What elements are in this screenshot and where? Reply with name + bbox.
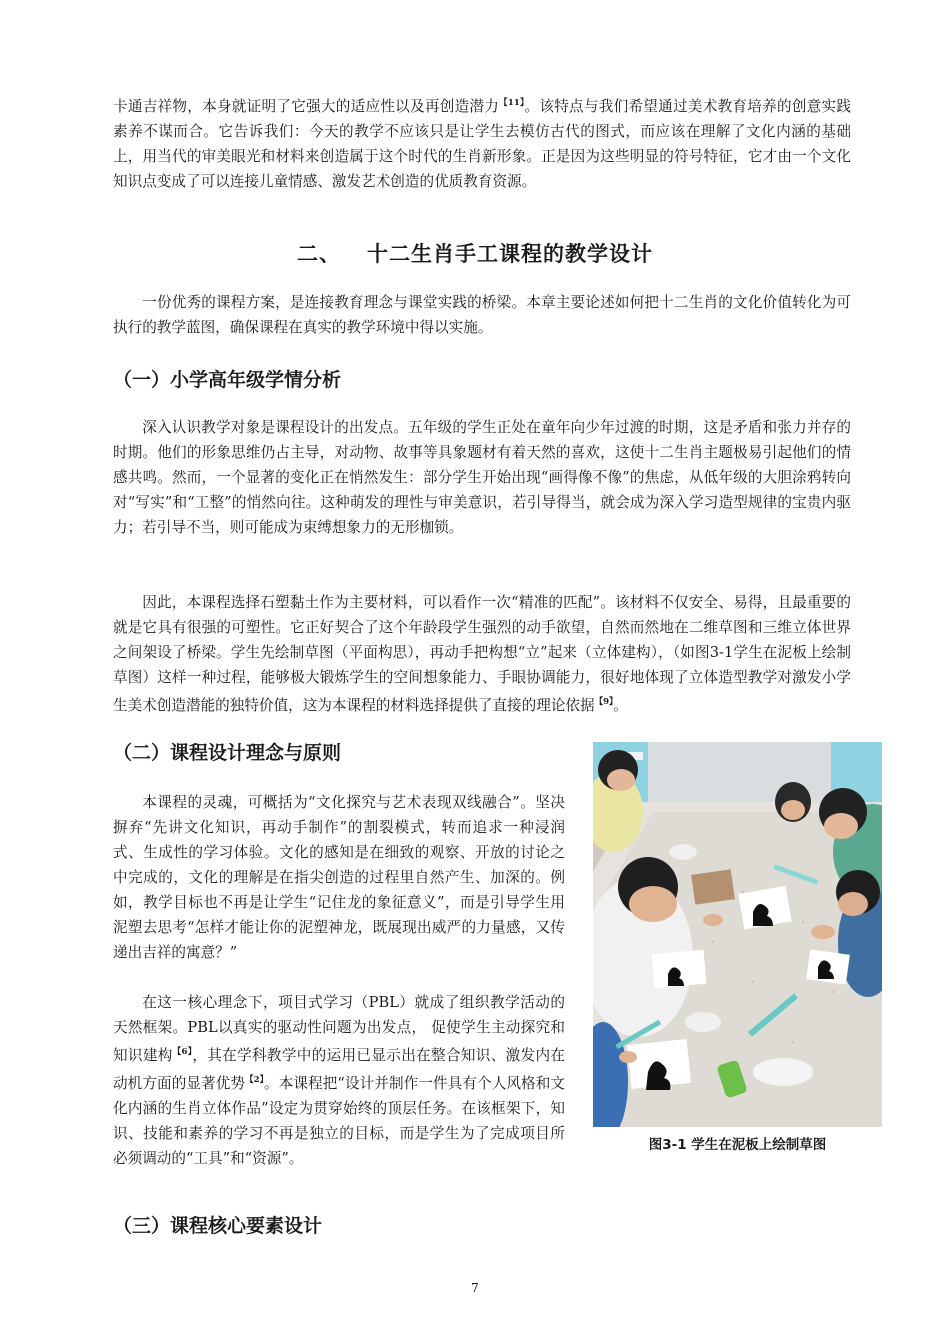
classroom-photo (593, 742, 882, 1127)
paragraph-zodiac-mascot: 卡通吉祥物，本身就证明了它强大的适应性以及再创造潜力$^{【11】}$。该特点与我们希望通过美术教育培养的创意实践素养不谋而合。它告诉我们：今天的教学不应该只是让学生去模仿古代的图式，而应该在理解了文化内涵的基础上，用当代的审美眼光和材料来创造属于这个时代的生肖新形象。正是因为这些明显的符号特征，它才由一个文化知识点变成了可以连接儿童情感、激发艺术创造的优质教育资源。 (113, 98, 851, 190)
section-heading-design-principles: （二）课程设计理念与原则 (113, 742, 342, 764)
citation-6: 【6】 (172, 1047, 193, 1057)
chapter-title: 十二生肖手工课程的教学设计 (367, 242, 653, 266)
section-heading-learner-analysis: （一）小学高年级学情分析 (113, 369, 342, 391)
paragraph-learner-analysis: 深入认识教学对象是课程设计的出发点。五年级的学生正处在童年向少年过渡的时期，这是矛盾和张力并存的时期。他们的形象思维仍占主导，对动物、故事等具象题材有着天然的喜欢，这使十二生肖主题极易引起他们的情感共鸣。然而，一个显著的变化正在悄然发生：部分学生开始出现“画得像不像”的焦虑，从低年级的大胆涂鸦转向对“写实”和“工整”的悄然向往。这种萌发的理性与审美意识，若引导得当，就会成为深入学习造型规律的宝贵内驱力；若引导不当，则可能成为束缚想象力的无形枷锁。 (113, 419, 851, 536)
section-heading-core-elements: （三）课程核心要素设计 (113, 1215, 323, 1237)
paragraph-pbl: 在这一核心理念下，项目式学习（PBL）就成了组织教学活动的天然框架。PBL以真实的驱动性问题为出发点， 促使学生主动探究和知识建构$^{【6】}$，其在学科教学中的运用已显示出在整合知识、激发内在动机方面的显著优势$^{【2】}$。本课程把“设计并制作一件具有个人风格和文化内涵的生肖立体作品”设定为贯穿始终的顶层任务。在该框架下，知识、技能和素养的学习不再是独立的目标，而是学生为了完成项目所必须调动的“工具”和“资源”。 (113, 994, 565, 1167)
page-number: 7 (471, 1281, 479, 1295)
classroom-photo-illustration (593, 742, 882, 1127)
citation-9: 【9】 (594, 697, 614, 707)
chapter-heading (0, 238, 950, 268)
citation-11: 【11】 (499, 98, 525, 108)
chapter-number: 二、 (297, 242, 341, 266)
citation-2: 【2】 (245, 1075, 265, 1085)
paragraph-material-choice: 因此，本课程选择石塑黏土作为主要材料，可以看作一次“精准的匹配”。该材料不仅安全、易得，且最重要的就是它具有很强的可塑性。它正好契合了这个年龄段学生强烈的动手欲望，自然而然地在二维草图和三维立体世界之间架设了桥梁。学生先绘制草图（平面构思），再动手把构想“立”起来（立体建构），（如图3-1学生在泥板上绘制草图）这样一种过程，能够极大锻炼学生的空间想象能力、手眼协调能力，很好地体现了立体造型教学对激发小学生美术创造潜能的独特价值，这为本课程的材料选择提供了直接的理论依据$^{【9】}$。 (113, 594, 851, 714)
figure-caption: 图3-1 学生在泥板上绘制草图 (648, 1137, 827, 1153)
paragraph-chapter-intro: 一份优秀的课程方案，是连接教育理念与课堂实践的桥梁。本章主要论述如何把十二生肖的文化价值转化为可执行的教学蓝图，确保课程在真实的教学环境中得以实施。 (113, 294, 851, 336)
paragraph-design-soul: 本课程的灵魂，可概括为“文化探究与艺术表现双线融合”。坚决摒弃“先讲文化知识，再动手制作”的割裂模式，转而追求一种浸润式、生成性的学习体验。文化的感知是在细致的观察、开放的讨论之中完成的，文化的理解是在指尖创造的过程里自然产生、加深的。例如，教学目标也不再是让学生“记住龙的象征意义”，而是引导学生用泥塑去思考“怎样才能让你的泥塑神龙，既展现出威严的力量感，又传递出吉祥的寓意？” (113, 794, 565, 961)
